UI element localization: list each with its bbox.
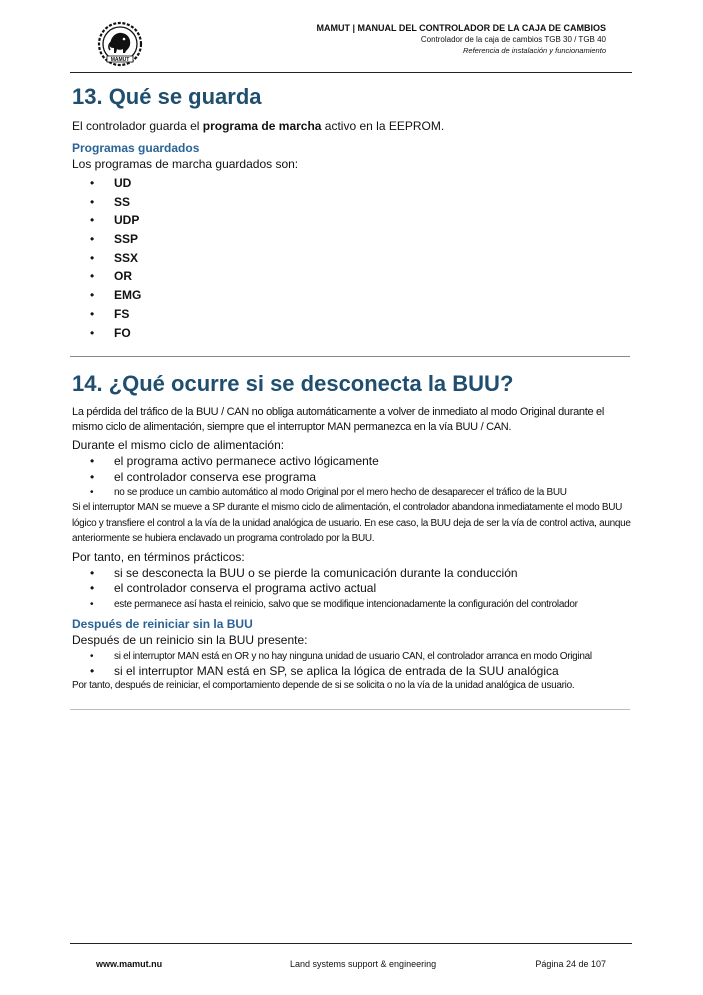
program-item: • SSP: [72, 230, 634, 249]
header-subtitle-2: Referencia de instalación y funcionamiento: [462, 46, 606, 55]
program-item: • SSX: [72, 249, 634, 268]
intro-pre: El controlador guarda el: [72, 119, 203, 133]
section-13-intro: [72, 118, 634, 134]
restart-label: Después de un reinicio sin la BUU presente:: [72, 632, 308, 647]
program-list: [72, 174, 634, 342]
section-divider: [70, 709, 630, 710]
section-13-heading: 13. Qué se guarda: [72, 84, 262, 109]
during-list: [72, 454, 634, 500]
page-header: [70, 18, 632, 72]
mamut-logo: [96, 20, 144, 68]
list-item: • si el interruptor MAN está en SP, se aplica la lógica de entrada de la SUU analógica: [72, 664, 634, 680]
footer-rule: [70, 943, 632, 944]
program-item: • UD: [72, 174, 634, 193]
page-content: [72, 84, 634, 710]
intro-bold: programa de marcha: [202, 119, 322, 133]
saved-programs-heading: Programas guardados: [72, 141, 200, 155]
logo-text: MAMUT: [110, 57, 130, 63]
list-item: • el controlador conserva ese programa: [72, 470, 634, 486]
program-item: • FO: [72, 324, 634, 343]
footer-website: www.mamut.nu: [96, 959, 163, 969]
restart-list: [72, 649, 634, 680]
list-item: • si el interruptor MAN está en OR y no hay ninguna unidad de usuario CAN, el controlador arranca en modo Original: [72, 649, 634, 664]
restart-heading: Después de reiniciar sin la BUU: [72, 616, 253, 631]
footer-tagline: Land systems support & engineering: [290, 959, 437, 969]
header-subtitle: Controlador de la caja de cambios TGB 30 / TGB 40: [420, 35, 606, 44]
list-item: • no se produce un cambio automático al modo Original por el mero hecho de desaparecer el tráfico de la BUU: [72, 485, 634, 500]
list-item: • si se desconecta la BUU o se pierde la comunicación durante la conducción: [72, 566, 634, 582]
program-item: • OR: [72, 267, 634, 286]
list-item: • el programa activo permanece activo lógicamente: [72, 454, 634, 470]
program-item: • FS: [72, 305, 634, 324]
program-item: • SS: [72, 193, 634, 212]
section-14-para-1: La pérdida del tráfico de la BUU / CAN no obliga automáticamente a volver de inmediato al modo Original durante el mismo ciclo de alimentación, siempre que el interruptor MAN permanezca en la vía BUU / CAN.: [72, 406, 605, 434]
saved-programs-intro: Los programas de marcha guardados son:: [72, 157, 299, 171]
header-rule: [70, 72, 632, 73]
section-14-para-2: Si el interruptor MAN se mueve a SP durante el mismo ciclo de alimentación, el controlador abandona inmediatamente el modo BUU lógico y transfiere el control a la vía de la unidad analógica de usuario. En ese caso, la BUU deja de ser la vía de control activa, aunque anteriormente se hubiera enclavado un programa controlado por la BUU.: [72, 502, 631, 545]
section-14-heading: 14. ¿Qué ocurre si se desconecta la BUU?: [72, 371, 514, 397]
list-item: • este permanece así hasta el reinicio, salvo que se modifique intencionadamente la configuración del controlador: [72, 597, 634, 612]
practical-list: [72, 566, 634, 612]
program-item: • EMG: [72, 286, 634, 305]
list-item: • el controlador conserva el programa activo actual: [72, 581, 634, 597]
header-title: MAMUT | MANUAL DEL CONTROLADOR DE LA CAJA DE CAMBIOS: [316, 23, 606, 33]
section-divider: [70, 356, 630, 357]
conclusion: Por tanto, después de reiniciar, el comportamiento depende de si se solicita o no la vía de la unidad analógica de usuario.: [72, 680, 575, 692]
during-label: Durante el mismo ciclo de alimentación:: [72, 438, 285, 453]
header-text: [316, 23, 606, 56]
practical-label: Por tanto, en términos prácticos:: [72, 549, 245, 564]
program-item: • UDP: [72, 211, 634, 230]
intro-post: activo en la EEPROM.: [321, 119, 445, 133]
footer-page-number: Página 24 de 107: [535, 959, 606, 969]
